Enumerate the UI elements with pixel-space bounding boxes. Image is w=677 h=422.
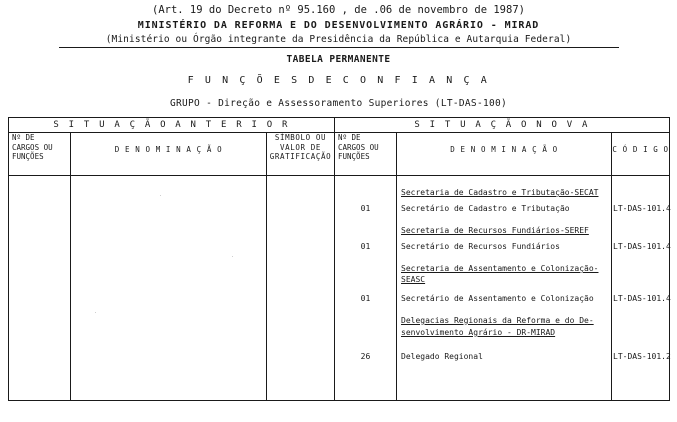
header-divider bbox=[59, 47, 619, 48]
tabela-permanente-title: TABELA PERMANENTE bbox=[286, 54, 391, 65]
denominacao-seasc: Secretário de Assentamento e Colonização bbox=[401, 294, 594, 303]
codigo-seref: LT-DAS-101.4 bbox=[613, 242, 671, 251]
titulo-seasc-line1: Secretaria de Assentamento e Colonização- bbox=[401, 264, 599, 273]
group-header-nova: S I T U A Ç Ã O N O V A bbox=[335, 118, 670, 133]
col-header-denominacao-nova: D E N O M I N A Ç Ã O bbox=[397, 133, 612, 176]
denominacao-dr-mirad: Delegado Regional bbox=[401, 352, 483, 361]
titulo-secat: Secretaria de Cadastro e Tributação-SECAT bbox=[401, 188, 599, 197]
titulo-seref: Secretaria de Recursos Fundiários-SEREF bbox=[401, 226, 589, 235]
cell-denominacao-anterior bbox=[71, 176, 267, 401]
quantidade-dr-mirad: 26 bbox=[360, 352, 371, 361]
denominacao-nova-list bbox=[397, 176, 611, 400]
scan-speck bbox=[95, 312, 96, 313]
denominacao-secat: Secretário de Cadastro e Tributação bbox=[401, 204, 570, 213]
cell-simbolo bbox=[267, 176, 335, 401]
organ-subtitle: (Ministério ou Órgão integrante da Presidência da República e Autarquia Federal) bbox=[105, 34, 572, 45]
table-container bbox=[8, 117, 669, 415]
denominacao-seref: Secretário de Recursos Fundiários bbox=[401, 242, 560, 251]
table-column-header-row bbox=[9, 133, 670, 176]
table-group-header-row bbox=[9, 118, 670, 133]
table-body-row bbox=[9, 176, 670, 401]
codigo-list bbox=[612, 176, 669, 400]
titulo-dr-mirad-line2: senvolvimento Agrário - DR-MIRAD bbox=[401, 328, 556, 337]
ministry-title: MINISTÉRIO DA REFORMA E DO DESENVOLVIMENTO AGRÁRIO - MIRAD bbox=[137, 20, 540, 31]
quantidade-secat: 01 bbox=[360, 204, 371, 213]
group-header-anterior: S I T U A Ç Ã O A N T E R I O R bbox=[9, 118, 335, 133]
titulo-seasc-line2: SEASC bbox=[401, 275, 426, 284]
cell-denominacao-nova bbox=[397, 176, 612, 401]
cell-numero-anterior bbox=[9, 176, 71, 401]
scan-speck bbox=[160, 195, 161, 196]
decreto-reference: (Art. 19 do Decreto nº 95.160 , de .06 de novembro de 1987) bbox=[152, 4, 525, 16]
col-header-codigo: C Ó D I G O bbox=[612, 133, 670, 176]
quantidade-seref: 01 bbox=[360, 242, 371, 251]
codigo-seasc: LT-DAS-101.4 bbox=[613, 294, 671, 303]
funcoes-table bbox=[8, 117, 670, 401]
numero-nova-list bbox=[335, 176, 396, 400]
document-header bbox=[0, 0, 677, 110]
codigo-dr-mirad: LT-DAS-101.2 bbox=[613, 352, 671, 361]
cell-codigo bbox=[612, 176, 670, 401]
scan-speck bbox=[232, 256, 233, 257]
col-header-numero-anterior: Nº DE CARGOS OU FUNÇÕES bbox=[9, 133, 71, 176]
grupo-line: GRUPO - Direção e Assessoramento Superiores (LT-DAS-100) bbox=[169, 98, 508, 109]
col-header-numero-nova: Nº DE CARGOS OU FUNÇÕES bbox=[335, 133, 397, 176]
quantidade-seasc: 01 bbox=[360, 294, 371, 303]
funcoes-confianca-title: F U N Ç Õ E S D E C O N F I A N Ç A bbox=[187, 75, 490, 86]
col-header-simbolo: SÍMBOLO OU VALOR DE GRATIFICAÇÃO bbox=[267, 133, 335, 176]
titulo-dr-mirad-line1: Delegacias Regionais da Reforma e do De- bbox=[401, 316, 594, 325]
col-header-denominacao-anterior: D E N O M I N A Ç Ã O bbox=[71, 133, 267, 176]
codigo-secat: LT-DAS-101.4 bbox=[613, 204, 671, 213]
cell-numero-nova bbox=[335, 176, 397, 401]
